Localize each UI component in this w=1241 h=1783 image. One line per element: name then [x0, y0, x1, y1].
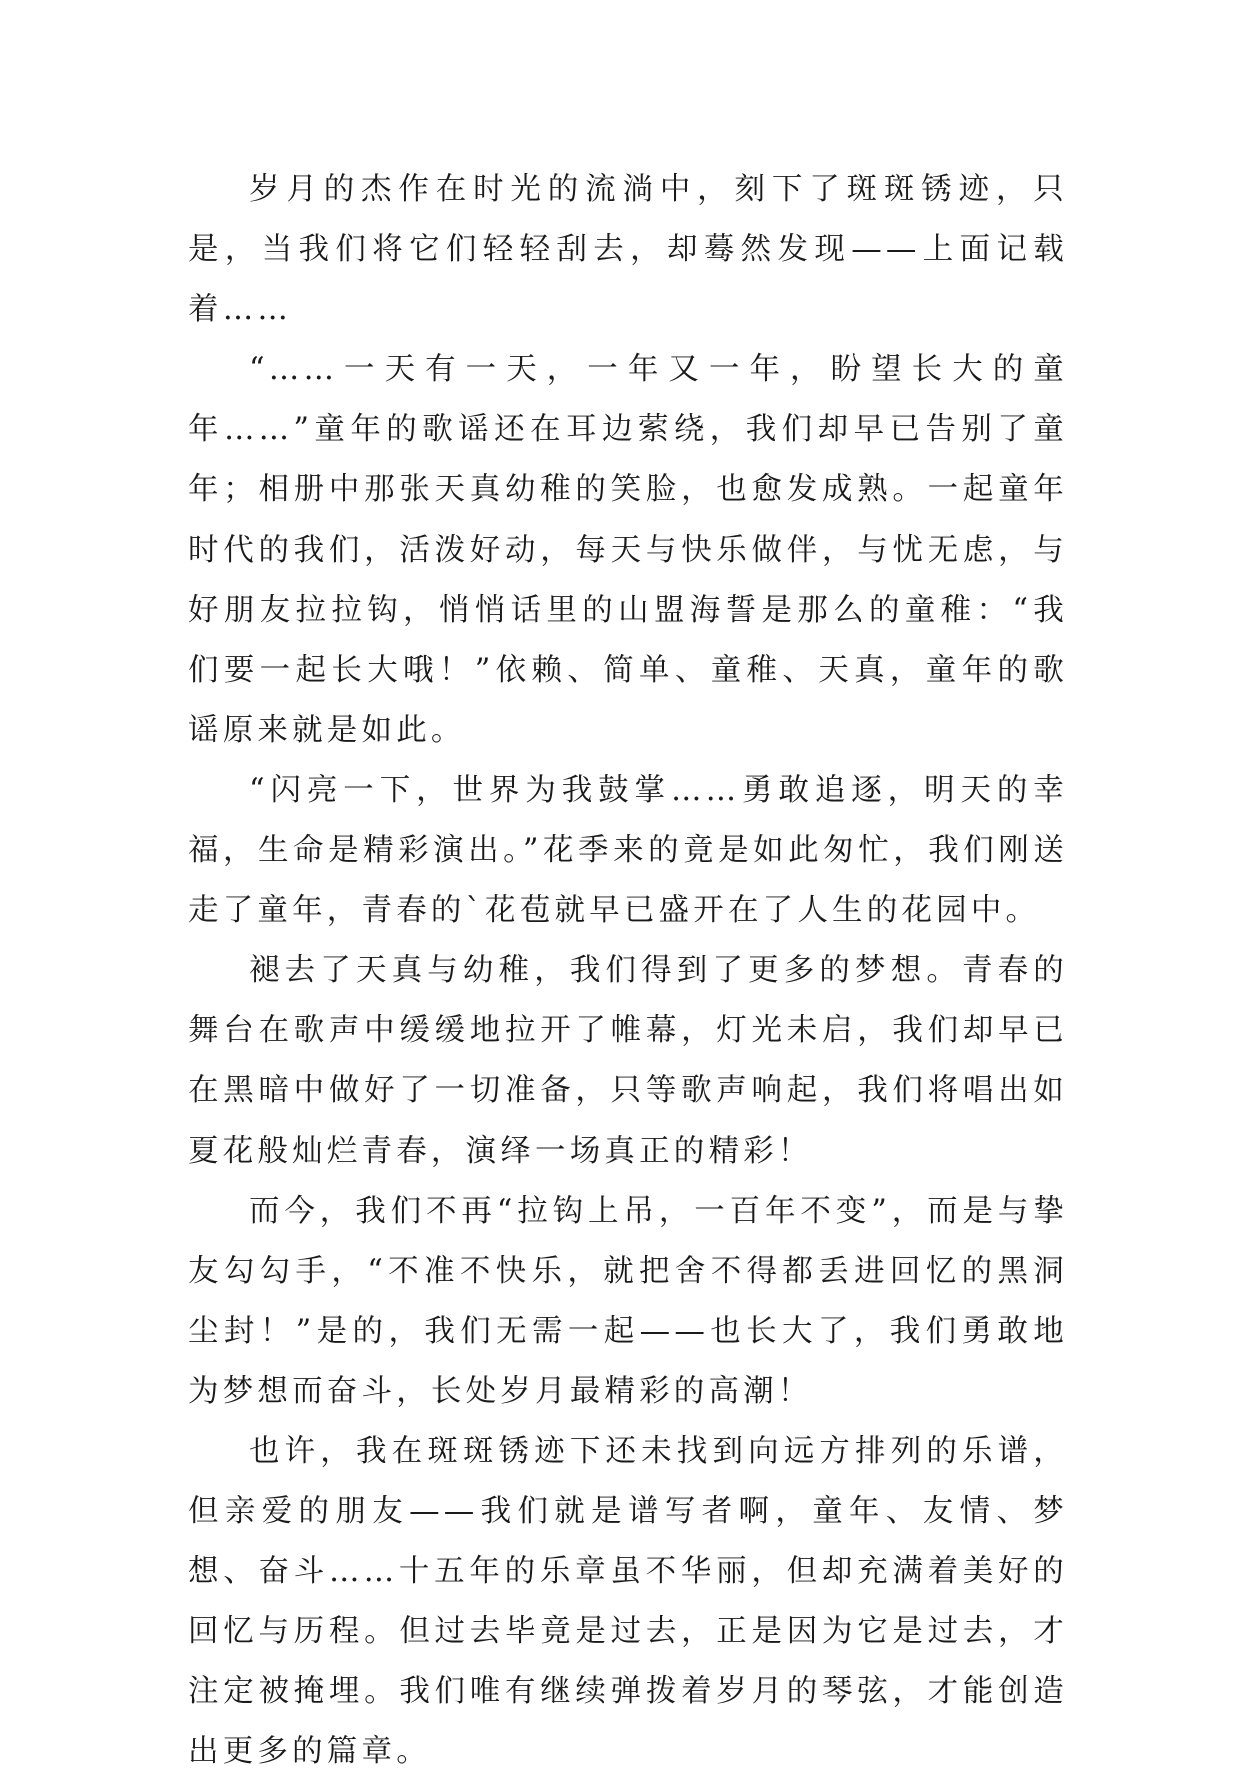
paragraph-1: 岁月的杰作在时光的流淌中，刻下了斑斑锈迹，只是，当我们将它们轻轻刮去，却蓦然发现——上面记载着……: [188, 172, 1068, 328]
paragraph-2: “……一天有一天，一年又一年，盼望长大的童年……”童年的歌谣还在耳边萦绕，我们却早已告别了童年；相册中那张天真幼稚的笑脸，也愈发成熟。一起童年时代的我们，活泼好动，每天与快乐做伴，与忧无虑，与好朋友拉拉钩，悄悄话里的山盟海誓是那么的童稚：“我们要一起长大哦！”依赖、简单、童稚、天真，童年的歌谣原来就是如此。: [188, 352, 1068, 748]
paragraph-5: 而今，我们不再“拉钩上吊，一百年不变”，而是与挚友勾勾手，“不准不快乐，就把舍不得都丢进回忆的黑洞尘封！”是的，我们无需一起——也长大了，我们勇敢地为梦想而奋斗，长处岁月最精彩的高潮！: [188, 1193, 1068, 1409]
paragraph-4: 褪去了天真与幼稚，我们得到了更多的梦想。青春的舞台在歌声中缓缓地拉开了帷幕，灯光未启，我们却早已在黑暗中做好了一切准备，只等歌声响起，我们将唱出如夏花般灿烂青春，演绎一场真正的精彩！: [188, 953, 1068, 1169]
paragraph-3: “闪亮一下，世界为我鼓掌……勇敢追逐，明天的幸福，生命是精彩演出。”花季来的竟是如此匆忙，我们刚送走了童年，青春的`花苞就早已盛开在了人生的花园中。: [188, 772, 1068, 929]
essay-body: [188, 160, 1068, 1783]
paragraph-6: 也许，我在斑斑锈迹下还未找到向远方排列的乐谱，但亲爱的朋友——我们就是谱写者啊，童年、友情、梦想、奋斗……十五年的乐章虽不华丽，但却充满着美好的回忆与历程。但过去毕竟是过去，正是因为它是过去，才注定被掩埋。我们唯有继续弹拨着岁月的琴弦，才能创造出更多的篇章。: [188, 1433, 1068, 1770]
